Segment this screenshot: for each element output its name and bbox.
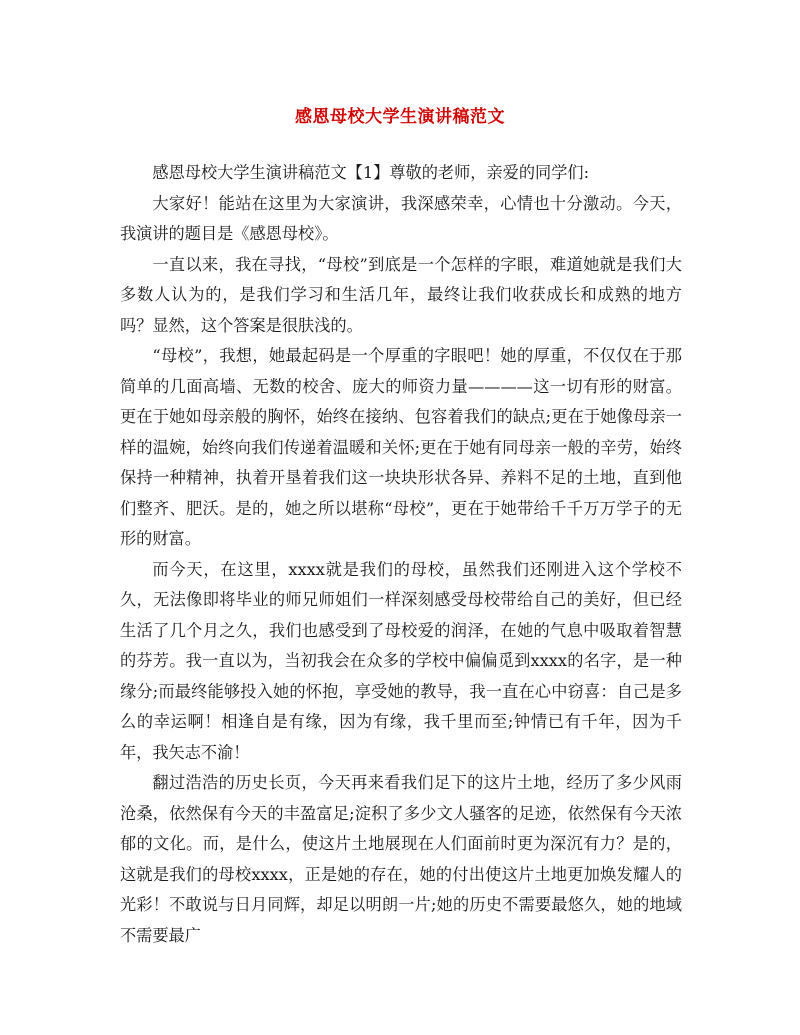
paragraph-4: “母校”，我想，她最起码是一个厚重的字眼吧！她的厚重，不仅仅在于那简单的几面高墙、无数的校舍、庞大的师资力量————这一切有形的财富。更在于她如母亲般的胸怀，始终在接纳、包容着我们的缺点;更在于她像母亲一样的温婉，始终向我们传递着温暖和关怀;更在于她有同母亲一般的辛劳，始终保持一种精神，执着开垦着我们这一块块形状各异、养料不足的土地，直到他们整齐、肥沃。是的，她之所以堪称“母校”，更在于她带给千千万万学子的无形的财富。 <box>120 346 682 548</box>
paragraph-3: 一直以来，我在寻找，“母校”到底是一个怎样的字眼，难道她就是我们大多数人认为的，是我们学习和生活几年，最终让我们收获成长和成熟的地方吗？显然，这个答案是很肤浅的。 <box>120 254 682 335</box>
paragraph-5: 而今天，在这里，xxxx就是我们的母校，虽然我们还刚进入这个学校不久，无法像即将毕业的师兄师姐们一样深刻感受母校带给自己的美好，但已经生活了几个月之久，我们也感受到了母校爱的润泽，在她的气息中吸取着智慧的芬芳。我一直以为，当初我会在众多的学校中偏偏觅到xxxx的名字，是一种缘分;而最终能够投入她的怀抱，享受她的教导，我一直在心中窃喜：自己是多么的幸运啊！相逢自是有缘，因为有缘，我千里而至;钟情已有千年，因为千年，我矢志不渝！ <box>120 559 682 762</box>
document-body <box>120 158 682 951</box>
paragraph-2: 大家好！能站在这里为大家演讲，我深感荣幸，心情也十分激动。今天，我演讲的题目是《感恩母校》。 <box>120 193 682 243</box>
paragraph-1: 感恩母校大学生演讲稿范文【1】尊敬的老师，亲爱的同学们: <box>152 163 590 182</box>
document-title: 感恩母校大学生演讲稿范文 <box>295 107 505 127</box>
paragraph-6: 翻过浩浩的历史长页，今天再来看我们足下的这片土地，经历了多少风雨沧桑，依然保有今天的丰盈富足;淀积了多少文人骚客的足迹，依然保有今天浓郁的文化。而，是什么，使这片土地展现在人们面前时更为深沉有力？是的，这就是我们的母校xxxx，正是她的存在，她的付出使这片土地更加焕发耀人的光彩！不敢说与日月同辉，却足以明朗一片;她的历史不需要最悠久，她的地域不需要最广 <box>120 773 682 945</box>
